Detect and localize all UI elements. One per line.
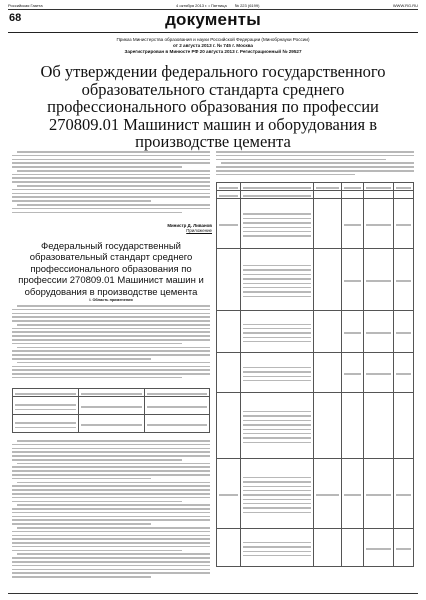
section-divider xyxy=(8,32,418,33)
table-row xyxy=(217,249,414,311)
table-row xyxy=(13,389,210,397)
signature-block xyxy=(102,223,212,233)
preamble-text xyxy=(12,151,210,215)
standard-body-text-lower xyxy=(12,440,210,580)
standard-body-text xyxy=(12,305,210,381)
issue-date: 4 октября 2013 г. • Пятница xyxy=(176,3,227,8)
section-heading: I. Область применения xyxy=(89,298,133,302)
table-row xyxy=(217,191,414,199)
order-date-number: от 2 августа 2013 г. № 745 г. Москва xyxy=(172,43,253,48)
competency-table xyxy=(216,182,414,567)
order-info xyxy=(60,37,366,55)
bottom-rule xyxy=(8,593,418,594)
table-row xyxy=(217,183,414,191)
table-row xyxy=(217,529,414,567)
document-headline: Об утверждении федерального государственного образовательного стандарта среднего профессионального образования по профессии 270809.01 Машинист машин и оборудования в производстве цемента xyxy=(40,62,386,151)
order-ministry: Приказ Министерства образования и науки Российской Федерации (Минобрнауки России) xyxy=(116,37,310,42)
newspaper-name: Российская Газета xyxy=(8,3,43,8)
page-number: 68 xyxy=(9,12,22,24)
table-row xyxy=(217,459,414,529)
table-row xyxy=(217,199,414,249)
appendix-label: Приложение xyxy=(186,228,212,233)
term-table xyxy=(12,388,210,433)
table-row xyxy=(217,311,414,353)
table-row xyxy=(217,353,414,393)
order-registration: Зарегистрирован в Минюсте РФ 20 августа 2013 г. Регистрационный № 29527 xyxy=(124,49,302,54)
standard-title: Федеральный государственный образовательный стандарт среднего профессионального образования по профессии 270809.01 Машинист машин и оборудования в производстве цемента xyxy=(18,241,204,298)
table-row xyxy=(13,415,210,433)
preamble-text-right xyxy=(216,151,414,177)
issue-number: № 223 (6199) xyxy=(234,3,260,8)
masthead-date-issue xyxy=(176,3,259,8)
section-title: документы xyxy=(165,10,261,29)
table-row xyxy=(217,393,414,459)
website: WWW.RG.RU xyxy=(392,3,418,8)
masthead xyxy=(8,2,418,10)
minister-signature: Министр Д. Ливанов xyxy=(167,223,212,228)
table-row xyxy=(13,397,210,415)
